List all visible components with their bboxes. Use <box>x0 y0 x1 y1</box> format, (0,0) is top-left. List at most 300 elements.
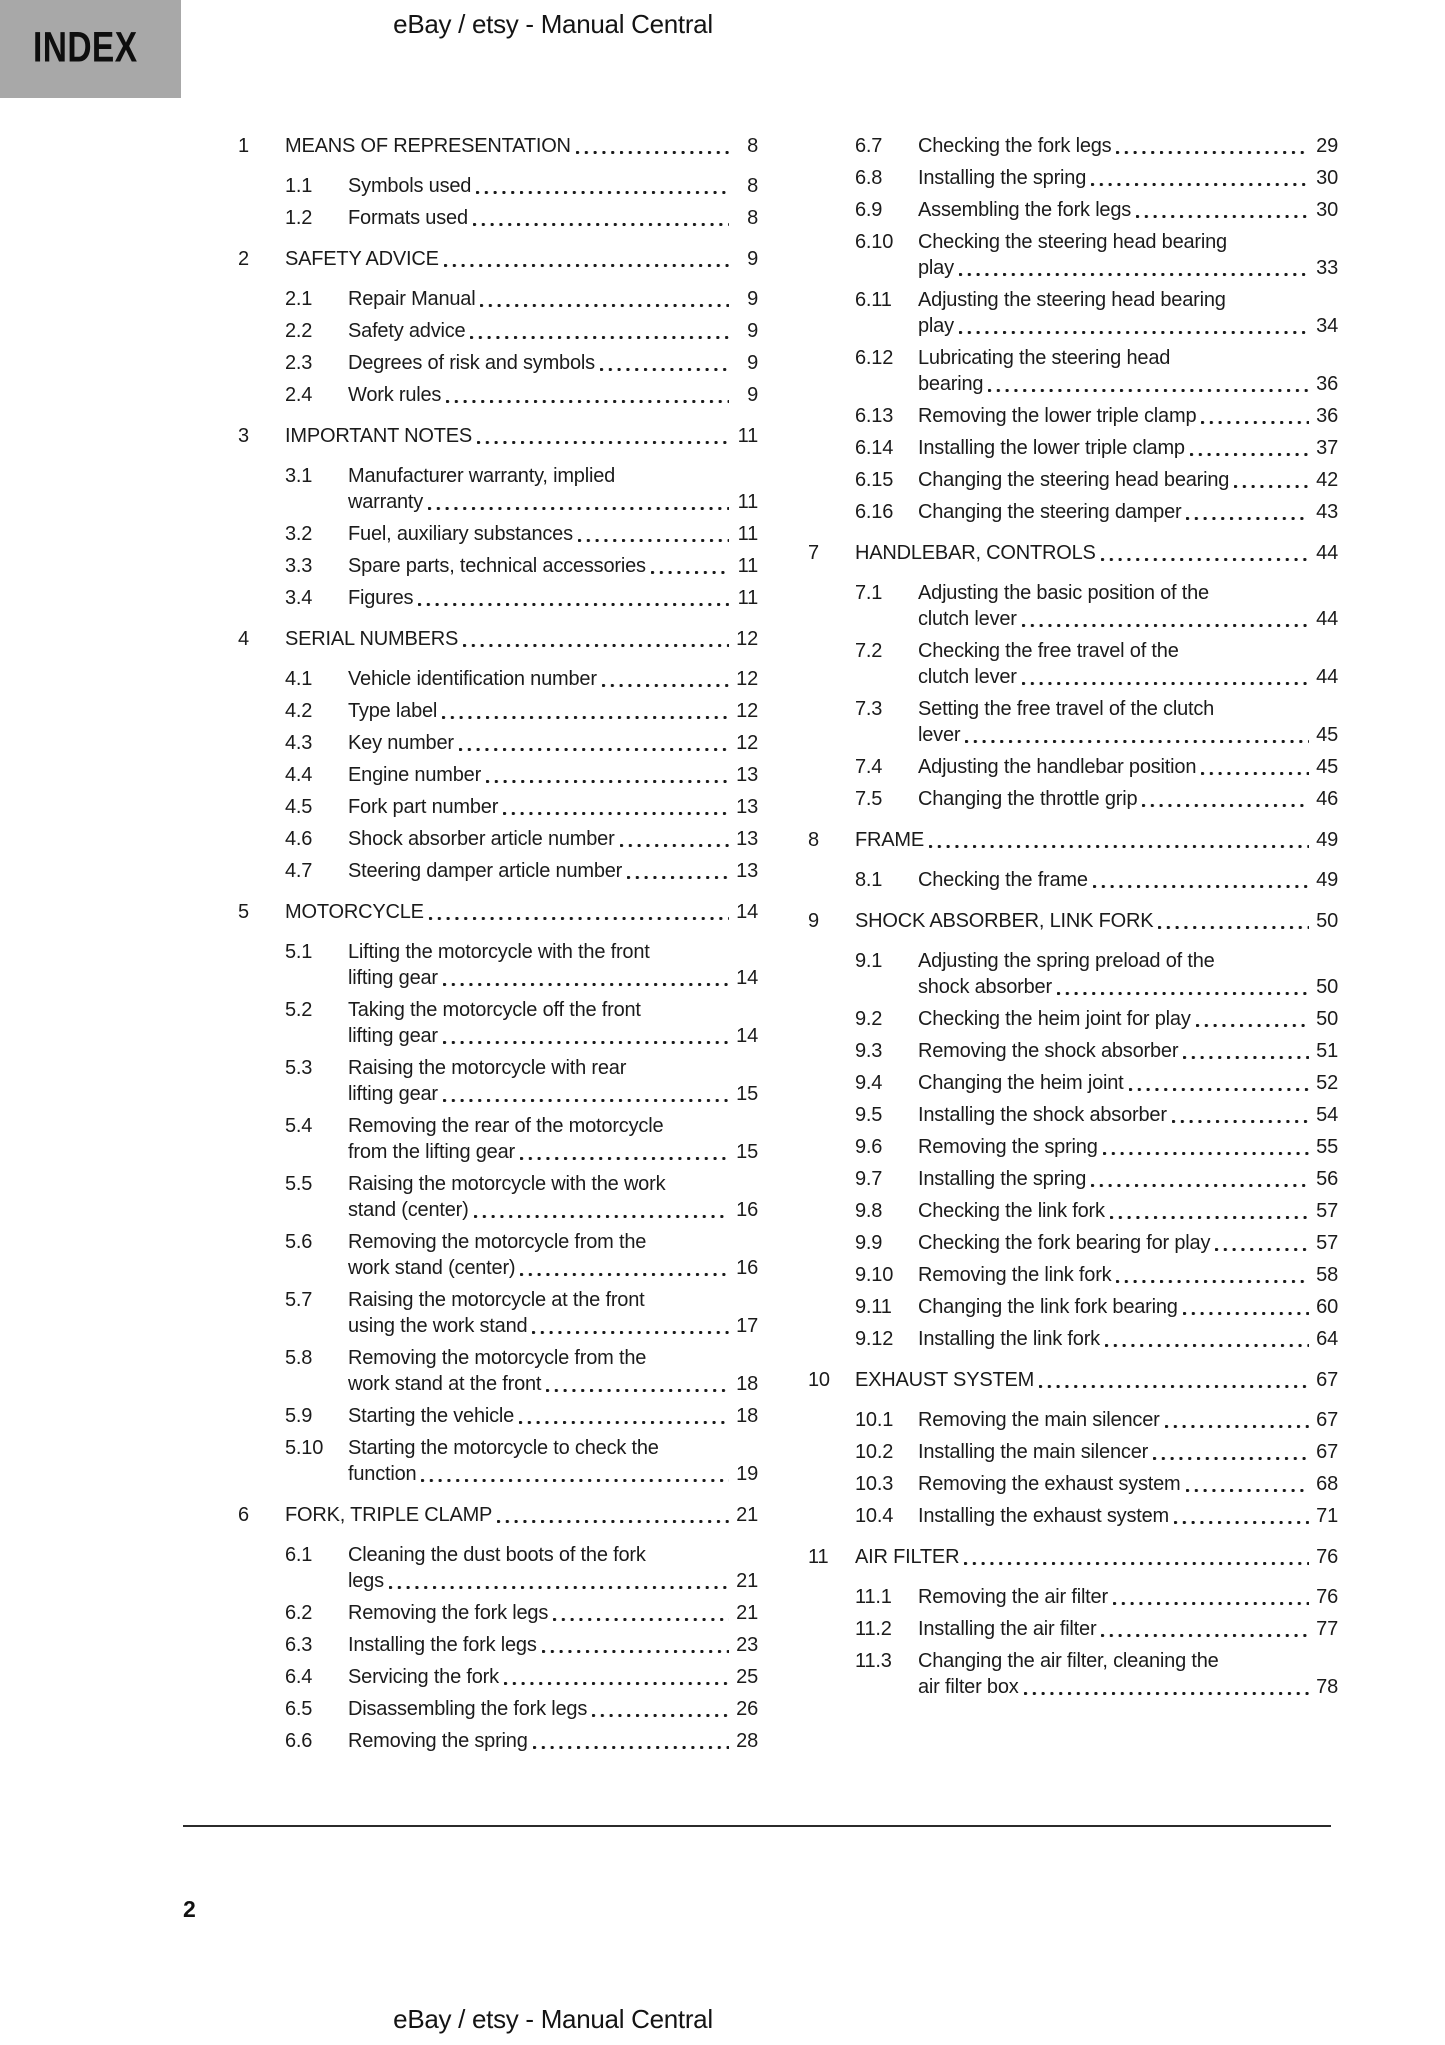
entry-body <box>918 165 1338 191</box>
toc-subsection-entry <box>808 948 1338 1000</box>
entry-page-number: 9 <box>747 384 758 406</box>
entry-number: 5.3 <box>285 1057 313 1079</box>
entry-body <box>918 638 1338 690</box>
entry-body <box>348 1600 758 1626</box>
entry-title: Setting the free travel of the clutch <box>918 698 1215 720</box>
entry-number: 6.1 <box>285 1544 313 1566</box>
entry-page-number: 8 <box>747 135 758 157</box>
entry-page-number: 12 <box>736 628 758 650</box>
dot-leader <box>983 371 1314 397</box>
toc-subsection-entry <box>238 858 758 884</box>
entry-page-number: 64 <box>1316 1328 1338 1350</box>
dot-leader <box>499 1664 734 1690</box>
dot-leader <box>1178 1294 1314 1320</box>
entry-body <box>285 1502 758 1528</box>
dot-leader <box>481 762 734 788</box>
entry-title: Type label <box>348 700 438 722</box>
dot-leader <box>573 521 734 547</box>
entry-body <box>348 205 758 231</box>
entry-page-number: 33 <box>1316 257 1338 279</box>
entry-body <box>918 467 1338 493</box>
entry-title: Work rules <box>348 384 442 406</box>
entry-title: lifting gear <box>348 1025 438 1047</box>
entry-title: Steering damper article number <box>348 860 623 882</box>
entry-title: warranty <box>348 491 424 513</box>
entry-number: 9.4 <box>855 1072 883 1094</box>
toc-section-entry <box>808 827 1338 853</box>
entry-number: 11.3 <box>855 1650 892 1672</box>
entry-number: 6.3 <box>285 1634 313 1656</box>
entry-title: Installing the spring <box>918 1168 1087 1190</box>
toc-subsection-entry <box>808 1070 1338 1096</box>
toc-subsection-entry <box>238 1696 758 1722</box>
dot-leader <box>1034 1367 1314 1393</box>
entry-title: Manufacturer warranty, implied <box>348 465 616 487</box>
entry-number: 1 <box>238 135 249 157</box>
entry-body <box>918 403 1338 429</box>
entry-page-number: 44 <box>1316 666 1338 688</box>
entry-title: lifting gear <box>348 1083 438 1105</box>
dot-leader <box>1017 664 1314 690</box>
entry-title: Removing the motorcycle from the <box>348 1347 647 1369</box>
toc-subsection-entry <box>238 826 758 852</box>
entry-body <box>348 553 758 579</box>
entry-title: Removing the spring <box>348 1730 528 1752</box>
entry-body <box>348 1435 758 1487</box>
entry-page-number: 37 <box>1316 437 1338 459</box>
dot-leader <box>1098 1134 1314 1160</box>
entry-page-number: 68 <box>1316 1473 1338 1495</box>
entry-title: Servicing the fork <box>348 1666 499 1688</box>
entry-body <box>918 197 1338 223</box>
entry-body <box>918 499 1338 525</box>
entry-title: play <box>918 315 954 337</box>
entry-title: work stand at the front <box>348 1373 542 1395</box>
entry-number: 10.2 <box>855 1441 894 1463</box>
entry-number: 6.13 <box>855 405 894 427</box>
entry-body <box>918 1198 1338 1224</box>
toc-subsection-entry <box>238 1664 758 1690</box>
toc-subsection-entry <box>808 133 1338 159</box>
entry-body <box>348 173 758 199</box>
toc-subsection-entry <box>238 730 758 756</box>
dot-leader <box>438 965 734 991</box>
entry-body <box>348 318 758 344</box>
toc-subsection-entry <box>238 1632 758 1658</box>
entry-title: Checking the free travel of the <box>918 640 1179 662</box>
entry-body <box>918 1326 1338 1352</box>
toc-subsection-entry <box>238 382 758 408</box>
dot-leader <box>1108 1584 1314 1610</box>
entry-title: Changing the throttle grip <box>918 788 1138 810</box>
toc-subsection-entry <box>808 867 1338 893</box>
entry-title: EXHAUST SYSTEM <box>855 1369 1035 1391</box>
entry-title: Formats used <box>348 207 468 229</box>
entry-number: 6.11 <box>855 289 892 311</box>
entry-page-number: 26 <box>736 1698 758 1720</box>
entry-body <box>348 1345 758 1397</box>
entry-title: air filter box <box>918 1676 1019 1698</box>
entry-title: Installing the link fork <box>918 1328 1100 1350</box>
entry-title: FRAME <box>855 829 925 851</box>
entry-number: 9.8 <box>855 1200 883 1222</box>
entry-body <box>918 1584 1338 1610</box>
entry-page-number: 52 <box>1316 1072 1338 1094</box>
entry-title: Adjusting the basic position of the <box>918 582 1209 604</box>
entry-number: 6.9 <box>855 199 883 221</box>
entry-number: 5.5 <box>285 1173 313 1195</box>
entry-title: Fuel, auxiliary substances <box>348 523 573 545</box>
entry-title: IMPORTANT NOTES <box>285 425 473 447</box>
entry-number: 4.2 <box>285 700 313 722</box>
dot-leader <box>437 698 734 724</box>
dot-leader <box>646 553 734 579</box>
entry-number: 7.2 <box>855 640 883 662</box>
entry-number: 1.2 <box>285 207 313 229</box>
entry-title: legs <box>348 1570 384 1592</box>
entry-body <box>918 1070 1338 1096</box>
toc-subsection-entry <box>808 1102 1338 1128</box>
entry-page-number: 12 <box>736 732 758 754</box>
entry-title: MEANS OF REPRESENTATION <box>285 135 571 157</box>
dot-leader <box>384 1568 734 1594</box>
dot-leader <box>1153 908 1314 934</box>
toc-subsection-entry <box>808 1294 1338 1320</box>
entry-title: Installing the air filter <box>918 1618 1097 1640</box>
entry-number: 3.1 <box>285 465 313 487</box>
entry-title: Installing the shock absorber <box>918 1104 1167 1126</box>
toc-subsection-entry <box>238 350 758 376</box>
dot-leader <box>527 1313 734 1339</box>
entry-title: Adjusting the steering head bearing <box>918 289 1226 311</box>
entry-number: 7.4 <box>855 756 883 778</box>
toc-subsection-entry <box>808 696 1338 748</box>
entry-number: 5.10 <box>285 1437 324 1459</box>
entry-page-number: 49 <box>1316 869 1338 891</box>
entry-title: clutch lever <box>918 666 1017 688</box>
dot-leader <box>424 899 734 925</box>
dot-leader <box>441 382 734 408</box>
entry-title: lever <box>918 724 961 746</box>
entry-page-number: 43 <box>1316 501 1338 523</box>
dot-leader <box>515 1139 734 1165</box>
toc-subsection-entry <box>808 435 1338 461</box>
dot-leader <box>1096 540 1314 566</box>
entry-number: 10.1 <box>855 1409 894 1431</box>
entry-body <box>348 585 758 611</box>
entry-page-number: 36 <box>1316 373 1338 395</box>
toc-subsection-entry <box>808 754 1338 780</box>
entry-body <box>348 1113 758 1165</box>
toc-subsection-entry <box>808 1503 1338 1529</box>
entry-body <box>348 1728 758 1754</box>
entry-body <box>918 133 1338 159</box>
entry-page-number: 44 <box>1316 608 1338 630</box>
toc-subsection-entry <box>238 1600 758 1626</box>
entry-body <box>918 1038 1338 1064</box>
entry-title: Raising the motorcycle at the front <box>348 1289 645 1311</box>
dot-leader <box>622 858 734 884</box>
toc-subsection-entry <box>238 1113 758 1165</box>
entry-body <box>348 350 758 376</box>
dot-leader <box>515 1255 734 1281</box>
dot-leader <box>1167 1102 1314 1128</box>
entry-page-number: 15 <box>736 1083 758 1105</box>
toc-subsection-entry <box>808 1584 1338 1610</box>
entry-title: FORK, TRIPLE CLAMP <box>285 1504 493 1526</box>
entry-number: 1.1 <box>285 175 313 197</box>
toc-section-entry <box>808 1544 1338 1570</box>
entry-body <box>348 939 758 991</box>
entry-body <box>918 580 1338 632</box>
entry-title: stand (center) <box>348 1199 469 1221</box>
entry-title: AIR FILTER <box>855 1546 960 1568</box>
entry-body <box>855 908 1338 934</box>
entry-title: Checking the frame <box>918 869 1088 891</box>
entry-page-number: 54 <box>1316 1104 1338 1126</box>
entry-page-number: 21 <box>736 1570 758 1592</box>
entry-title: Removing the motorcycle from the <box>348 1231 647 1253</box>
entry-title: Checking the fork bearing for play <box>918 1232 1211 1254</box>
entry-number: 6.14 <box>855 437 894 459</box>
entry-page-number: 11 <box>737 491 758 513</box>
entry-title: Removing the fork legs <box>348 1602 549 1624</box>
dot-leader <box>1160 1407 1314 1433</box>
entry-title: Removing the rear of the motorcycle <box>348 1115 664 1137</box>
dot-leader <box>413 585 734 611</box>
entry-page-number: 57 <box>1316 1232 1338 1254</box>
entry-page-number: 25 <box>736 1666 758 1688</box>
dot-leader <box>438 1081 734 1107</box>
entry-number: 9.1 <box>855 950 883 972</box>
entry-page-number: 28 <box>736 1730 758 1752</box>
entry-number: 4 <box>238 628 249 650</box>
entry-page-number: 9 <box>747 320 758 342</box>
entry-page-number: 19 <box>736 1463 758 1485</box>
dot-leader <box>514 1403 734 1429</box>
entry-page-number: 12 <box>736 668 758 690</box>
entry-number: 5.7 <box>285 1289 313 1311</box>
toc-subsection-entry <box>238 1542 758 1594</box>
entry-number: 2.4 <box>285 384 313 406</box>
entry-title: Assembling the fork legs <box>918 199 1132 221</box>
dot-leader <box>959 1544 1314 1570</box>
entry-number: 2.3 <box>285 352 313 374</box>
entry-number: 9.3 <box>855 1040 883 1062</box>
toc-subsection-entry <box>808 467 1338 493</box>
dot-leader <box>548 1600 734 1626</box>
entry-body <box>855 1367 1338 1393</box>
entry-page-number: 29 <box>1316 135 1338 157</box>
entry-number: 6.12 <box>855 347 894 369</box>
entry-body <box>918 1294 1338 1320</box>
entry-title: MOTORCYCLE <box>285 901 424 923</box>
entry-page-number: 34 <box>1316 315 1338 337</box>
entry-number: 8 <box>808 829 819 851</box>
dot-leader <box>1178 1038 1314 1064</box>
dot-leader <box>1196 403 1314 429</box>
entry-body <box>918 1006 1338 1032</box>
entry-title: Safety advice <box>348 320 466 342</box>
entry-title: Removing the air filter <box>918 1586 1108 1608</box>
entry-page-number: 51 <box>1316 1040 1338 1062</box>
entry-title: Taking the motorcycle off the front <box>348 999 641 1021</box>
entry-number: 11.1 <box>855 1586 892 1608</box>
entry-page-number: 14 <box>736 901 758 923</box>
dot-leader <box>1124 1070 1314 1096</box>
entry-body <box>285 133 758 159</box>
entry-number: 10 <box>808 1369 830 1391</box>
entry-body <box>918 435 1338 461</box>
entry-title: HANDLEBAR, CONTROLS <box>855 542 1096 564</box>
entry-title: Lubricating the steering head <box>918 347 1171 369</box>
toc-subsection-entry <box>808 786 1338 812</box>
dot-leader <box>416 1461 734 1487</box>
toc-subsection-entry <box>808 1230 1338 1256</box>
toc-subsection-entry <box>238 794 758 820</box>
entry-title: SAFETY ADVICE <box>285 248 439 270</box>
toc-subsection-entry <box>238 1287 758 1339</box>
entry-page-number: 50 <box>1316 1008 1338 1030</box>
entry-page-number: 18 <box>736 1373 758 1395</box>
entry-title: Adjusting the handlebar position <box>918 756 1197 778</box>
entry-body <box>348 1403 758 1429</box>
dot-leader <box>541 1371 734 1397</box>
toc-section-entry <box>238 423 758 449</box>
entry-body <box>918 1648 1338 1700</box>
entry-title: Starting the vehicle <box>348 1405 515 1427</box>
entry-number: 6.4 <box>285 1666 313 1688</box>
entry-number: 7.1 <box>855 582 883 604</box>
entry-page-number: 36 <box>1316 405 1338 427</box>
entry-title: Raising the motorcycle with rear <box>348 1057 627 1079</box>
entry-number: 9.2 <box>855 1008 883 1030</box>
entry-body <box>918 1471 1338 1497</box>
entry-body <box>348 997 758 1049</box>
entry-page-number: 13 <box>736 796 758 818</box>
entry-body <box>348 762 758 788</box>
dot-leader <box>960 722 1314 748</box>
toc-section-entry <box>238 1502 758 1528</box>
entry-number: 9.6 <box>855 1136 883 1158</box>
entry-title: Installing the spring <box>918 167 1087 189</box>
toc-subsection-entry <box>808 1006 1338 1032</box>
dot-leader <box>1086 165 1314 191</box>
dot-leader <box>597 666 734 692</box>
entry-body <box>918 1166 1338 1192</box>
entry-page-number: 11 <box>737 587 758 609</box>
dot-leader <box>469 1197 734 1223</box>
entry-number: 4.6 <box>285 828 313 850</box>
dot-leader <box>471 173 734 199</box>
entry-title: lifting gear <box>348 967 438 989</box>
entry-body <box>348 1542 758 1594</box>
entry-title: Changing the heim joint <box>918 1072 1124 1094</box>
entry-page-number: 11 <box>737 425 758 447</box>
entry-number: 9.12 <box>855 1328 894 1350</box>
entry-title: shock absorber <box>918 976 1052 998</box>
toc-subsection-entry <box>238 666 758 692</box>
dot-leader <box>1185 435 1314 461</box>
toc-subsection-entry <box>238 521 758 547</box>
entry-title: Checking the fork legs <box>918 135 1112 157</box>
entry-page-number: 45 <box>1316 724 1338 746</box>
dot-leader <box>537 1632 734 1658</box>
entry-page-number: 30 <box>1316 167 1338 189</box>
toc-subsection-entry <box>238 997 758 1049</box>
entry-body <box>348 858 758 884</box>
dot-leader <box>492 1502 734 1528</box>
index-tab-label: INDEX <box>33 23 138 72</box>
entry-number: 3.4 <box>285 587 313 609</box>
toc-subsection-entry <box>808 1262 1338 1288</box>
dot-leader <box>595 350 734 376</box>
entry-number: 6.15 <box>855 469 894 491</box>
entry-page-number: 15 <box>736 1141 758 1163</box>
toc-subsection-entry <box>238 1229 758 1281</box>
entry-page-number: 14 <box>736 1025 758 1047</box>
toc-subsection-entry <box>238 1055 758 1107</box>
entry-number: 3.3 <box>285 555 313 577</box>
toc-subsection-entry <box>808 345 1338 397</box>
entry-page-number: 13 <box>736 764 758 786</box>
entry-page-number: 30 <box>1316 199 1338 221</box>
entry-number: 9.9 <box>855 1232 883 1254</box>
entry-body <box>918 345 1338 397</box>
entry-body <box>348 1055 758 1107</box>
entry-number: 5.9 <box>285 1405 313 1427</box>
toc-section-entry <box>238 626 758 652</box>
entry-title: Removing the main silencer <box>918 1409 1160 1431</box>
entry-body <box>348 1171 758 1223</box>
dot-leader <box>528 1728 734 1754</box>
dot-leader <box>1019 1674 1314 1700</box>
entry-number: 7.3 <box>855 698 883 720</box>
dot-leader <box>1017 606 1314 632</box>
entry-body <box>348 1229 758 1281</box>
entry-number: 6.7 <box>855 135 883 157</box>
entry-number: 5.8 <box>285 1347 313 1369</box>
dot-leader <box>423 489 734 515</box>
entry-body <box>918 1230 1338 1256</box>
entry-body <box>918 1407 1338 1433</box>
entry-number: 11 <box>808 1546 829 1568</box>
entry-title: Vehicle identification number <box>348 668 597 690</box>
dot-leader <box>438 1023 734 1049</box>
dot-leader <box>1169 1503 1314 1529</box>
entry-page-number: 16 <box>736 1199 758 1221</box>
entry-page-number: 17 <box>736 1315 758 1337</box>
entry-title: Engine number <box>348 764 482 786</box>
entry-body <box>348 826 758 852</box>
entry-body <box>348 794 758 820</box>
toc-subsection-entry <box>808 287 1338 339</box>
entry-title: Removing the lower triple clamp <box>918 405 1197 427</box>
entry-title: work stand (center) <box>348 1257 516 1279</box>
toc-subsection-entry <box>238 1435 758 1487</box>
dot-leader <box>1148 1439 1314 1465</box>
entry-body <box>348 730 758 756</box>
entry-number: 6.6 <box>285 1730 313 1752</box>
entry-title: Degrees of risk and symbols <box>348 352 595 374</box>
entry-page-number: 71 <box>1316 1505 1338 1527</box>
entry-number: 9 <box>808 910 819 932</box>
toc-section-entry <box>808 908 1338 934</box>
entry-number: 5.6 <box>285 1231 313 1253</box>
toc-subsection-entry <box>238 463 758 515</box>
entry-title: SERIAL NUMBERS <box>285 628 459 650</box>
entry-page-number: 55 <box>1316 1136 1338 1158</box>
